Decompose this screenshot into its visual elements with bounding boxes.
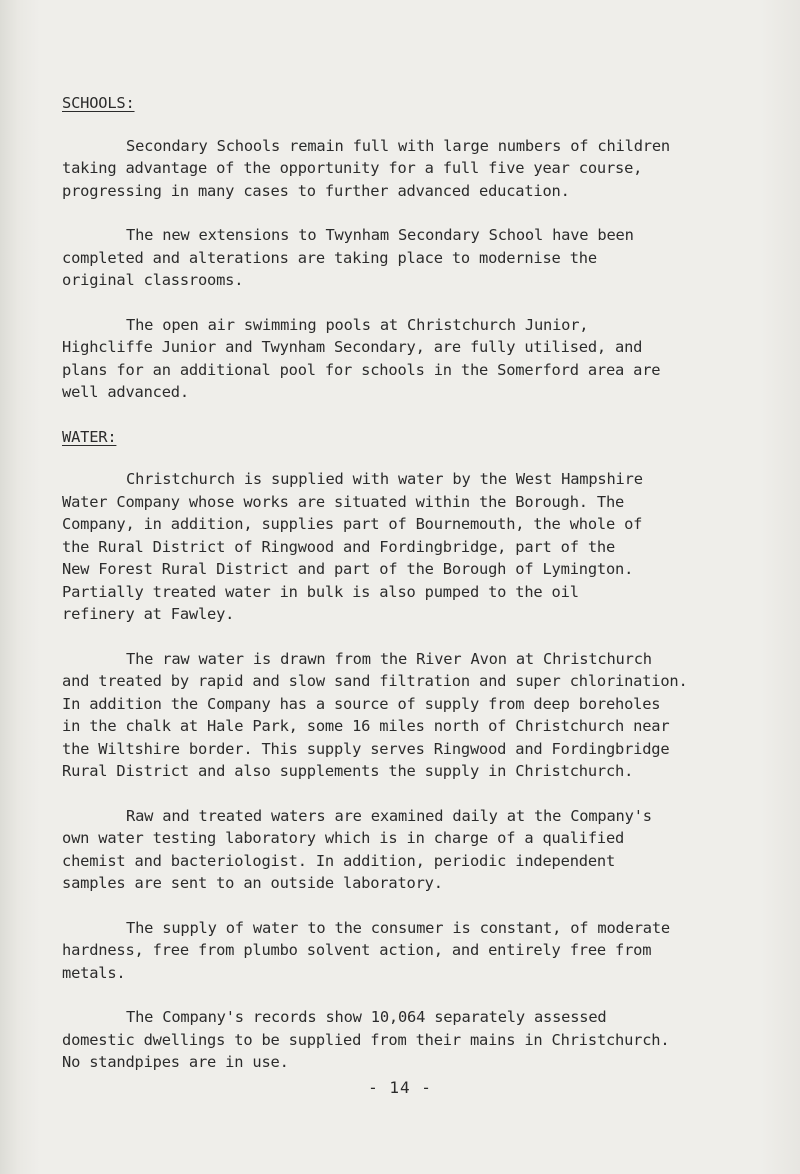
document-body (62, 92, 762, 1096)
water-paragraph-1: Christchurch is supplied with water by the West Hampshire Water Company whose works are situated within the Borough. The Company, in addition, supplies part of Bournemouth, the whole of the Rural District of Ringwood and Fordingbridge, part of the New Forest Rural District and part of the Borough of Lymington. Partially treated water in bulk is also pumped to the oil refinery at Fawley. (62, 470, 643, 623)
schools-paragraph-1: Secondary Schools remain full with large numbers of children taking advantage of the opportunity for a full five year course, progressing in many cases to further advanced education. (62, 136, 670, 200)
schools-heading: SCHOOLS: (62, 94, 135, 112)
schools-paragraph-2: The new extensions to Twynham Secondary School have been completed and alterations are taking place to modernise the original classrooms. (62, 226, 634, 289)
page-number: - 14 - (368, 1078, 432, 1097)
water-paragraph-5: The Company's records show 10,064 separately assessed domestic dwellings to be supplied from their mains in Christchurch. No standpipes are in use. (62, 1008, 670, 1071)
water-paragraph-2: The raw water is drawn from the River Avon at Christchurch and treated by rapid and slow sand filtration and super chlorination. In addition the Company has a source of supply from deep boreholes in the chalk at Hale Park, some 16 miles north of Christchurch near the Wiltshire border. This supply serves Ringwood and Fordingbridge Rural District and also supplements the supply in Christchurch. (62, 649, 688, 780)
water-heading: WATER: (62, 427, 117, 446)
schools-paragraph-3: The open air swimming pools at Christchurch Junior, Highcliffe Junior and Twynham Secondary, are fully utilised, and plans for an additional pool for schools in the Somerford area are well advanced. (62, 315, 661, 401)
water-paragraph-3: Raw and treated waters are examined daily at the Company's own water testing laboratory which is in charge of a qualified chemist and bacteriologist. In addition, periodic independent samples are sent to an outside laboratory. (62, 806, 652, 892)
water-paragraph-4: The supply of water to the consumer is constant, of moderate hardness, free from plumbo solvent action, and entirely free from metals. (62, 918, 670, 982)
